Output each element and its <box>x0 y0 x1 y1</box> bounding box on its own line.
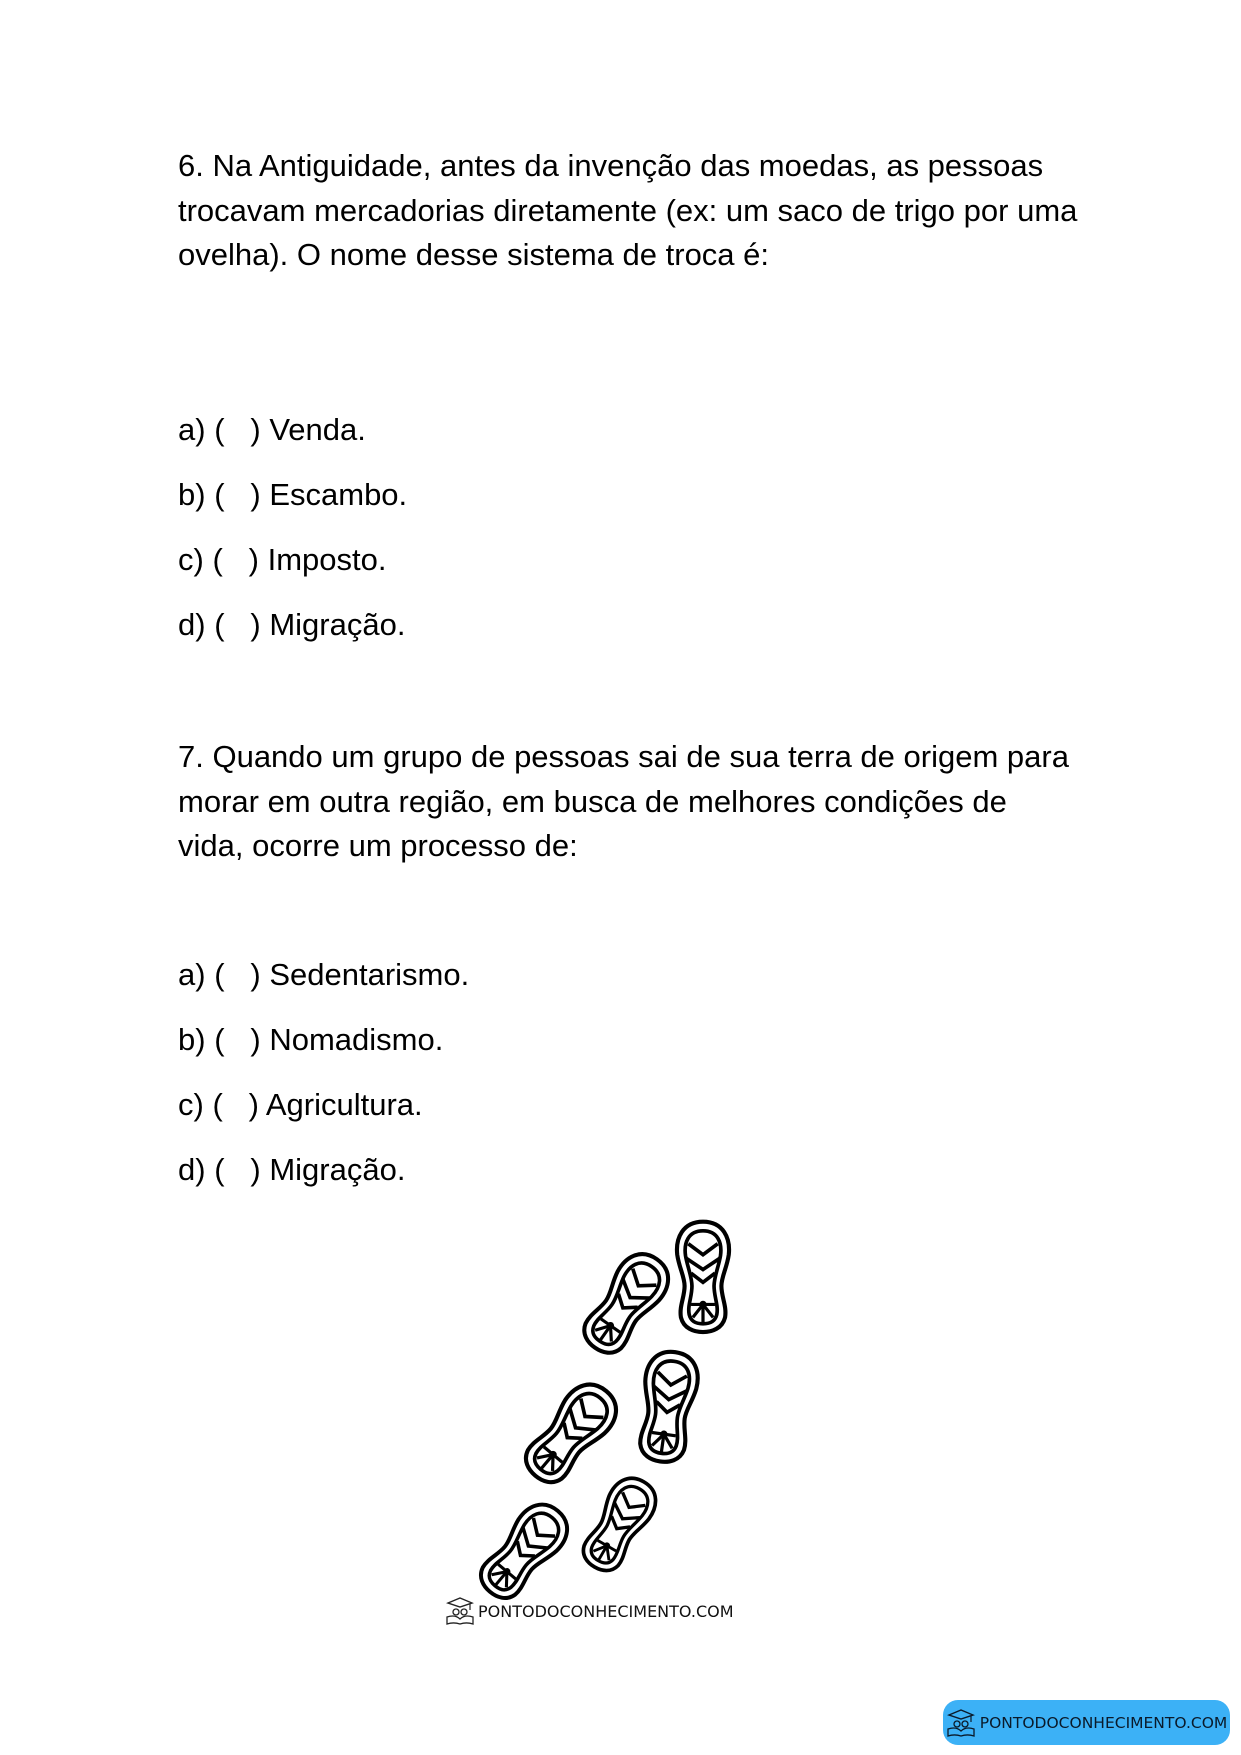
option-letter: a) <box>178 412 206 447</box>
option-label: Venda. <box>269 412 366 447</box>
option-label: Imposto. <box>267 542 387 577</box>
option-label: Migração. <box>269 1152 406 1187</box>
answer-checkbox[interactable]: ( ) <box>214 957 261 992</box>
graduate-reading-icon <box>445 1597 475 1625</box>
option-letter: a) <box>178 957 206 992</box>
option-d[interactable] <box>178 1152 469 1217</box>
option-letter: b) <box>178 1022 206 1057</box>
answer-checkbox[interactable]: ( ) <box>214 1152 261 1187</box>
option-label: Sedentarismo. <box>269 957 470 992</box>
question-6-options <box>178 412 407 672</box>
option-letter: d) <box>178 607 206 642</box>
option-letter: d) <box>178 1152 206 1187</box>
answer-checkbox[interactable]: ( ) <box>214 1022 261 1057</box>
question-7-text: 7. Quando um grupo de pessoas sai de sua terra de origem para morar em outra região, em busca de melhores condições de vida, ocorre um processo de: <box>178 739 1069 863</box>
option-label: Agricultura. <box>265 1087 423 1122</box>
option-letter: c) <box>178 542 204 577</box>
site-badge[interactable] <box>943 1700 1230 1745</box>
option-d[interactable] <box>178 607 407 672</box>
option-c[interactable] <box>178 542 407 607</box>
badge-text: PONTODOCONHECIMENTO.COM <box>979 1713 1228 1732</box>
question-6-text: 6. Na Antiguidade, antes da invenção das moedas, as pessoas trocavam mercadorias diretamente (ex: um saco de trigo por uma ovelha). O nome desse sistema de troca é: <box>178 148 1078 272</box>
option-a[interactable] <box>178 412 407 477</box>
answer-checkbox[interactable]: ( ) <box>212 542 259 577</box>
question-7-options <box>178 957 469 1217</box>
answer-checkbox[interactable]: ( ) <box>214 412 261 447</box>
answer-checkbox[interactable]: ( ) <box>214 477 261 512</box>
answer-checkbox[interactable]: ( ) <box>212 1087 259 1122</box>
option-c[interactable] <box>178 1087 469 1152</box>
illustration-watermark <box>445 1597 734 1625</box>
option-label: Escambo. <box>269 477 408 512</box>
option-letter: b) <box>178 477 206 512</box>
option-label: Nomadismo. <box>269 1022 444 1057</box>
footprints-illustration <box>470 1205 750 1600</box>
watermark-text: PONTODOCONHECIMENTO.COM <box>478 1601 734 1621</box>
answer-checkbox[interactable]: ( ) <box>214 607 261 642</box>
option-letter: c) <box>178 1087 204 1122</box>
option-b[interactable] <box>178 477 407 542</box>
option-label: Migração. <box>269 607 406 642</box>
option-b[interactable] <box>178 1022 469 1087</box>
graduate-reading-icon <box>946 1709 976 1737</box>
option-a[interactable] <box>178 957 469 1022</box>
